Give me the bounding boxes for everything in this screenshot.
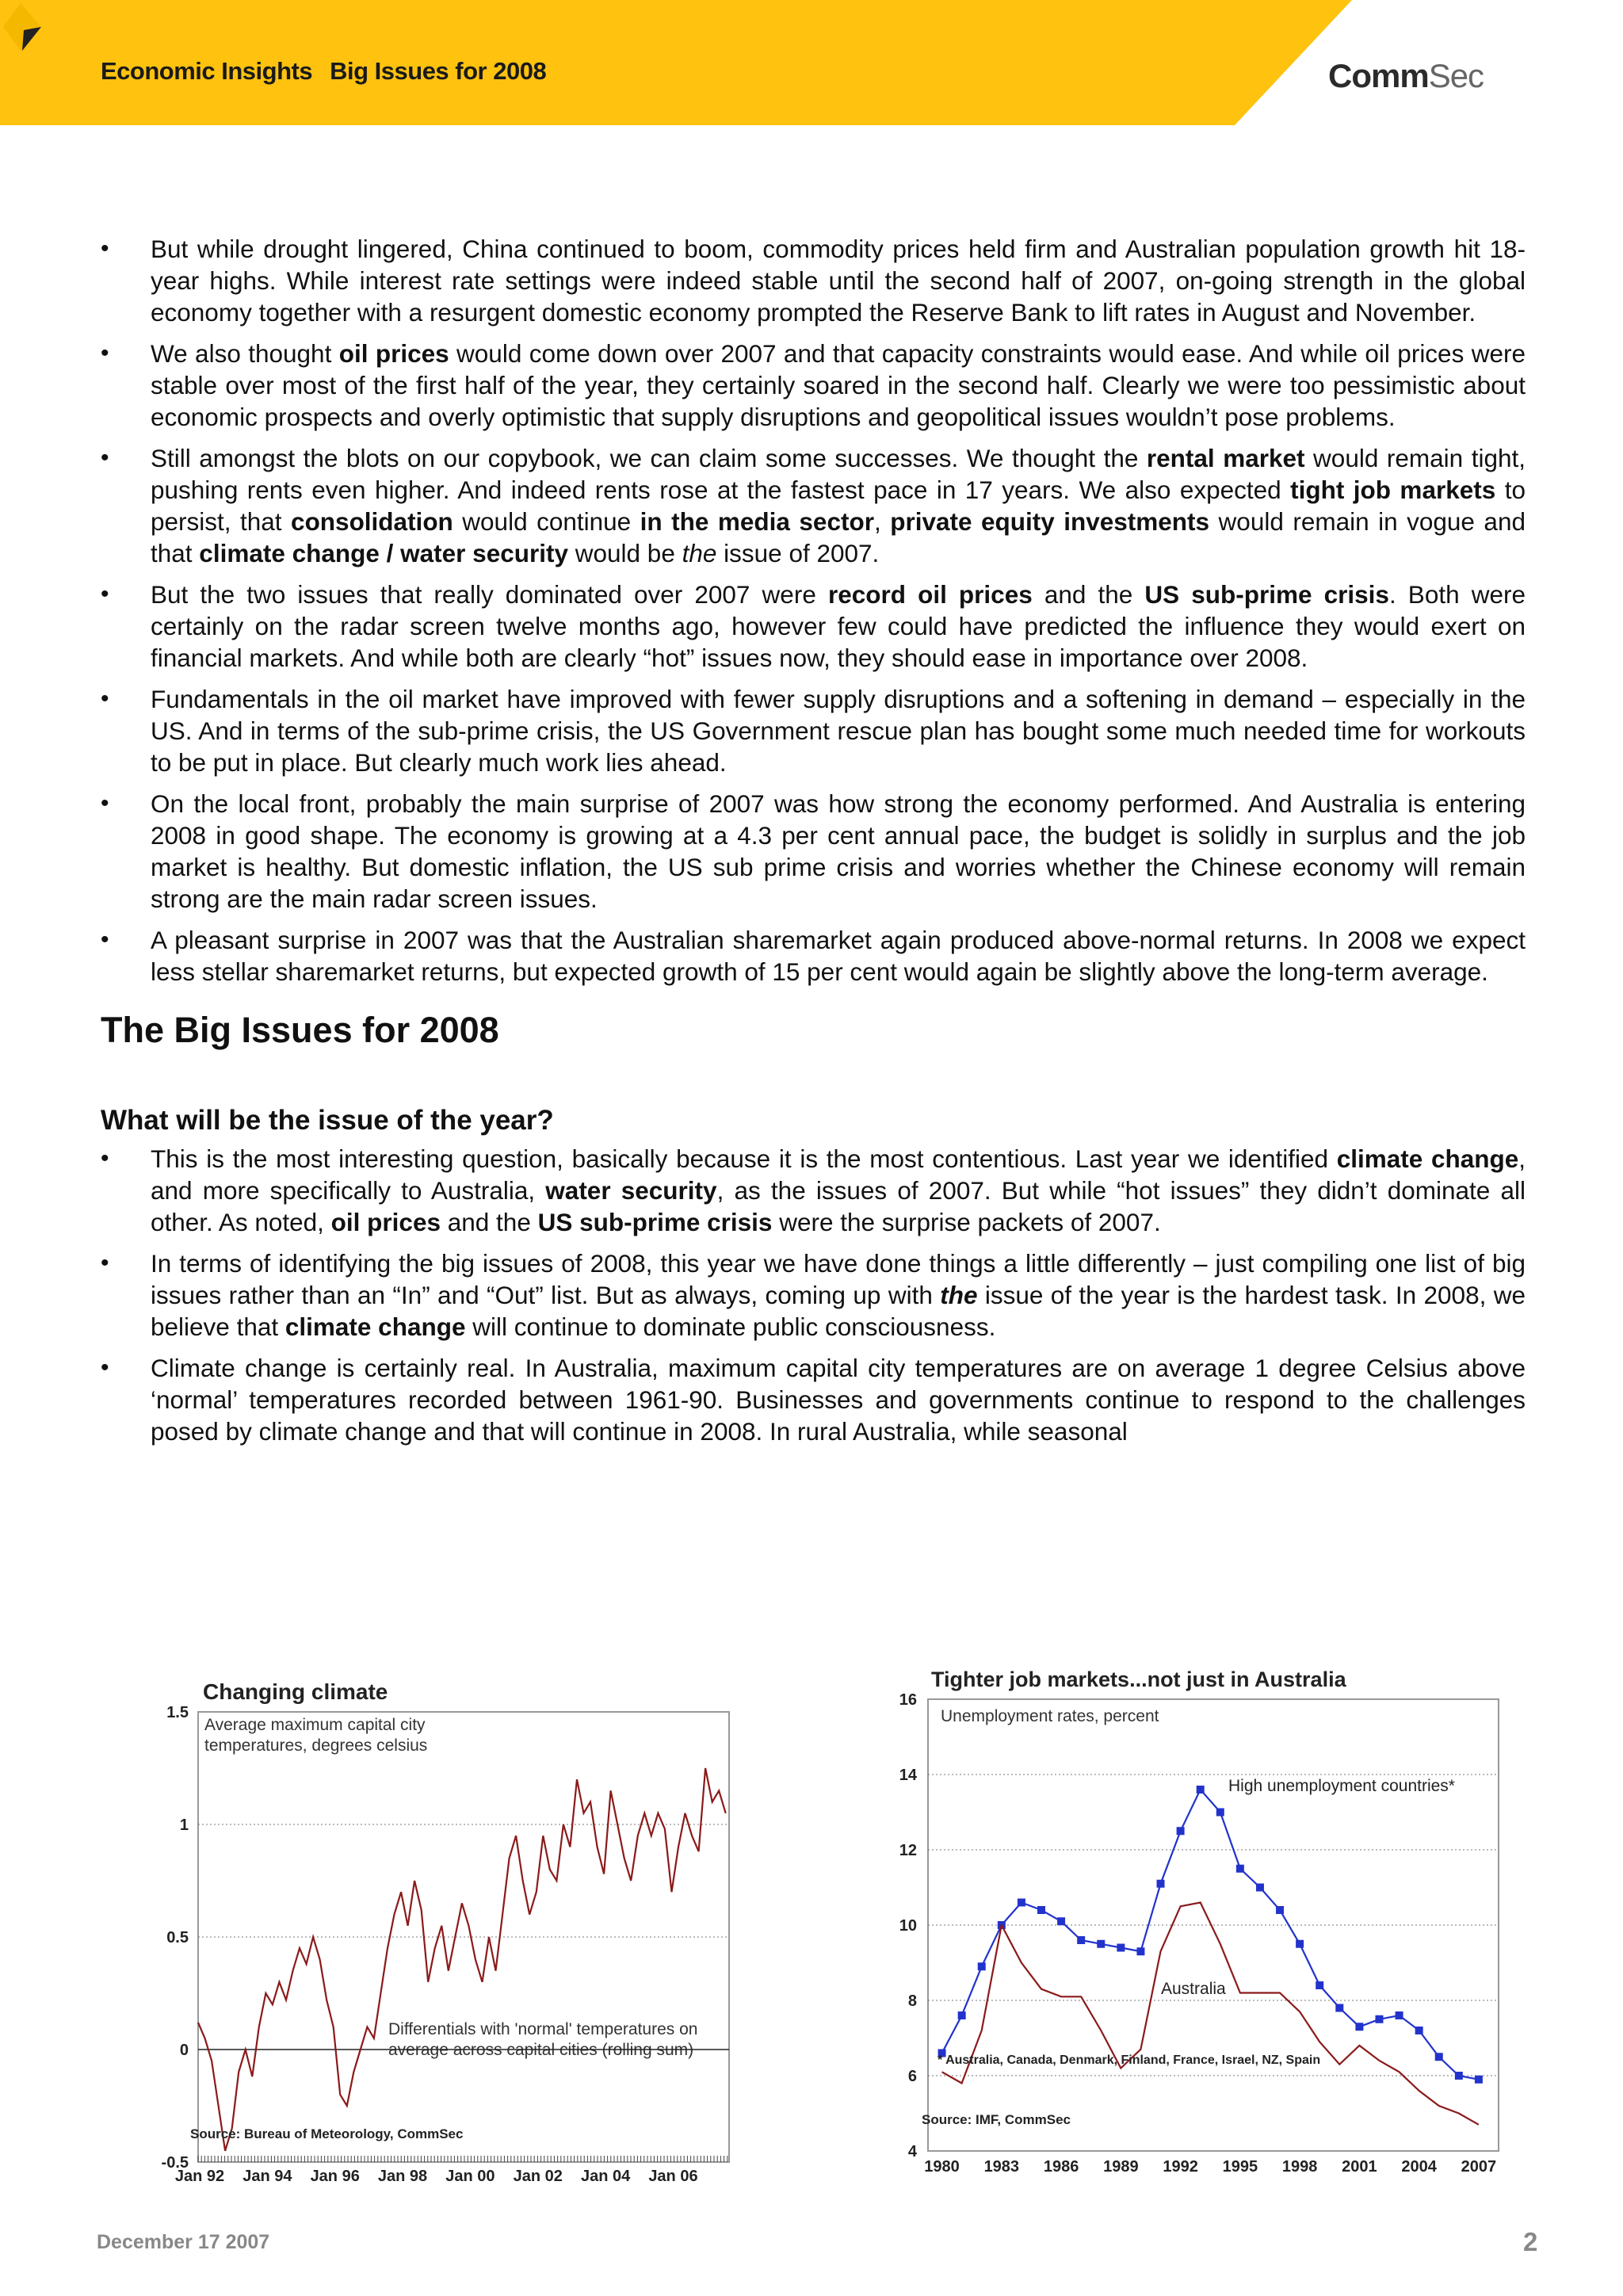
bullet-text: to persist, that xyxy=(151,476,1526,536)
chart1-ytick-label: 0.5 xyxy=(166,1929,189,1946)
bullet-text: On the local front, probably the main surprise of 2007 was how strong the economy performed. And Australia is entering 2008 in good shape. The economy is growing at a 4.3 per cent annual pace, the budget is solidly in surplus and the job market is healthy. But domestic inflation, the US sub prime crisis and worries whether the Chinese economy will remain strong are the main radar screen issues. xyxy=(151,789,1526,913)
bullet-text: would continue xyxy=(453,507,640,536)
chart2-data-point xyxy=(1256,1884,1264,1892)
bullet-text: would come down over 2007 and that capacity constraints would ease. And while oil prices were stable over most of the first half of the year, they certainly soared in the second half. Clearly we were too pessimistic about economic prospects and overly optimistic that supply disruptions and geopolitical issues wouldn’t pose problems. xyxy=(151,339,1526,431)
chart2-data-point xyxy=(1018,1899,1025,1907)
chart2-data-point xyxy=(1455,2072,1463,2080)
chart2-ytick-label: 10 xyxy=(899,1917,917,1935)
header-publication: Economic Insights xyxy=(101,57,313,85)
chart1-subtitle-box xyxy=(204,1715,474,1766)
bullet-emphasis: water security xyxy=(545,1176,717,1205)
chart2-data-point xyxy=(1435,2053,1443,2061)
issue-bullet-list xyxy=(101,1143,1526,1447)
bullet-text: issue of 2007. xyxy=(716,539,880,567)
header-report-title: Big Issues for 2008 xyxy=(330,57,547,85)
chart1-ytick-label: -0.5 xyxy=(161,2154,189,2172)
summary-bullet-list xyxy=(101,233,1526,988)
bullet-emphasis: private equity investments xyxy=(890,507,1210,536)
chart2-data-point xyxy=(1415,2027,1423,2034)
chart2-data-point xyxy=(1037,1906,1045,1914)
bullet-item xyxy=(101,683,1526,778)
chart2-high-unemployment-line xyxy=(942,1790,1479,2080)
chart2-xtick-label: 1983 xyxy=(983,2158,1020,2176)
bullet-text: would be xyxy=(568,539,682,567)
chart2-ytick-label: 8 xyxy=(907,1992,917,2010)
bullet-item xyxy=(101,442,1526,569)
bullet-item xyxy=(101,1352,1526,1447)
chart2-xtick-label: 2004 xyxy=(1401,2158,1437,2176)
bullet-emphasis: US sub-prime crisis xyxy=(537,1208,773,1236)
chart2-data-point xyxy=(1057,1917,1065,1925)
commsec-logo xyxy=(1328,57,1484,95)
chart2-data-point xyxy=(1236,1865,1244,1873)
bullet-emphasis: in the media sector xyxy=(640,507,874,536)
chart2-xtick-label: 2001 xyxy=(1342,2158,1377,2176)
chart2-data-point xyxy=(1396,2011,1403,2019)
chart2-ytick-label: 14 xyxy=(899,1767,917,1784)
bullet-text: Still amongst the blots on our copybook, we can claim some successes. We thought the xyxy=(151,444,1147,472)
chart1-ytick-label: 1 xyxy=(179,1817,189,1834)
diamond-logo-icon xyxy=(0,0,44,55)
bullet-text: and the xyxy=(1032,580,1145,609)
bullet-item xyxy=(101,788,1526,915)
bullet-emphasis: climate change / water security xyxy=(199,539,568,567)
chart2-data-point xyxy=(1335,2004,1343,2012)
page-number: 2 xyxy=(1523,2227,1538,2256)
chart2-xtick-label: 1995 xyxy=(1222,2158,1258,2176)
chart2-data-point xyxy=(958,2011,966,2019)
bullet-emphasis: climate change xyxy=(1336,1144,1519,1173)
bullet-emphasis: the xyxy=(940,1281,978,1309)
bullet-emphasis: the xyxy=(682,539,717,567)
chart2-footnote: * Australia, Canada, Denmark, Finland, France, Israel, NZ, Spain xyxy=(938,2053,1321,2067)
chart2-xtick-label: 2007 xyxy=(1461,2158,1497,2176)
chart2-subtitle: Unemployment rates, percent xyxy=(941,1707,1159,1725)
chart1-annotation: Differentials with 'normal' temperatures on average across capital cities (rolling sum) xyxy=(388,2020,698,2059)
chart2-legend-high: High unemployment countries* xyxy=(1228,1777,1455,1795)
chart2-legend-australia: Australia xyxy=(1161,1980,1226,1998)
chart2-data-point xyxy=(1097,1940,1105,1948)
bullet-emphasis: US sub-prime crisis xyxy=(1144,580,1389,609)
chart2-data-point xyxy=(1157,1880,1165,1888)
chart2-xtick-label: 1986 xyxy=(1043,2158,1079,2176)
job-markets-svg xyxy=(899,1661,1518,2176)
chart2-data-point xyxy=(1136,1947,1144,1955)
bullet-emphasis: record oil prices xyxy=(827,580,1033,609)
bullet-item xyxy=(101,233,1526,328)
bullet-emphasis: oil prices xyxy=(338,339,449,368)
chart2-data-point xyxy=(1375,2015,1383,2023)
chart2-source: Source: IMF, CommSec xyxy=(922,2112,1071,2127)
chart1-xtick-label: Jan 04 xyxy=(580,2168,631,2185)
changing-climate-chart xyxy=(151,1671,753,2185)
logo-text-bold: Comm xyxy=(1328,57,1429,94)
job-markets-chart xyxy=(899,1661,1518,2176)
chart2-data-point xyxy=(1475,2076,1483,2084)
bullet-text: , and more specifically to Australia, xyxy=(151,1144,1526,1205)
chart2-xtick-label: 1998 xyxy=(1281,2158,1318,2176)
chart1-title: Changing climate xyxy=(203,1679,388,1704)
bullet-item xyxy=(101,579,1526,674)
chart1-subtitle: Average maximum capital city temperatures, degrees celsius xyxy=(204,1716,428,1755)
chart2-data-point xyxy=(1316,1981,1323,1989)
chart1-xtick-label: Jan 94 xyxy=(242,2168,292,2185)
bullet-text: would remain tight, pushing rents even higher. And indeed rents rose at the fastest pace in 17 years. We also expected xyxy=(151,444,1526,504)
bullet-item xyxy=(101,1247,1526,1343)
bullet-text: will continue to dominate public consciousness. xyxy=(465,1312,996,1341)
chart1-annotation-box xyxy=(388,2019,721,2070)
chart1-xtick-label: Jan 96 xyxy=(310,2168,360,2185)
bullet-text: But the two issues that really dominated over 2007 were xyxy=(151,580,828,609)
chart2-title: Tighter job markets...not just in Australia xyxy=(931,1668,1346,1691)
chart1-xtick-label: Jan 00 xyxy=(445,2168,495,2185)
chart1-xtick-label: Jan 98 xyxy=(377,2168,428,2185)
bullet-emphasis: consolidation xyxy=(291,507,453,536)
chart2-ytick-label: 16 xyxy=(899,1691,917,1709)
chart2-data-point xyxy=(1296,1940,1304,1948)
bullet-item xyxy=(101,338,1526,433)
chart2-data-point xyxy=(1276,1906,1284,1914)
bullet-text: . Both were certainly on the radar screen twelve months ago, however few could have predicted the influence they would exert on financial markets. And while both are clearly “hot” issues now, they should ease in importance over 2008. xyxy=(151,580,1526,672)
bullet-text: would remain in vogue and that xyxy=(151,507,1526,567)
chart1-series-line xyxy=(198,1768,726,2151)
section-heading: The Big Issues for 2008 xyxy=(101,1010,499,1050)
footer-date: December 17 2007 xyxy=(97,2231,270,2253)
chart1-xtick-label: Jan 02 xyxy=(513,2168,563,2185)
bullet-text: This is the most interesting question, basically because it is the most contentious. Last year we identified xyxy=(151,1144,1337,1173)
bullet-text: In terms of identifying the big issues of 2008, this year we have done things a little differently – just compiling one list of big issues rather than an “In” and “Out” list. But as always, coming up with xyxy=(151,1249,1526,1309)
header-title xyxy=(101,57,546,86)
bullet-text: and the xyxy=(440,1208,538,1236)
bullet-text: , as the issues of 2007. But while “hot issues” they didn’t dominate all other. As noted, xyxy=(151,1176,1526,1236)
changing-climate-svg xyxy=(151,1671,753,2185)
bullet-text: But while drought lingered, China continued to boom, commodity prices held firm and Australian population growth hit 18-year highs. While interest rate settings were indeed stable until the second half of 2007, on-going strength in the global economy together with a resurgent domestic economy prompted the Reserve Bank to lift rates in August and November. xyxy=(151,235,1526,327)
chart1-source: Source: Bureau of Meteorology, CommSec xyxy=(190,2126,464,2141)
chart2-data-point xyxy=(1216,1809,1224,1817)
chart2-ytick-label: 4 xyxy=(907,2143,917,2160)
chart2-ytick-label: 6 xyxy=(907,2068,917,2085)
chart2-data-point xyxy=(1077,1936,1085,1944)
chart2-data-point xyxy=(978,1962,986,1970)
page-header xyxy=(0,0,1623,125)
chart1-ytick-label: 0 xyxy=(179,2042,189,2059)
bullet-emphasis: tight job markets xyxy=(1290,476,1496,504)
logo-text-light: Sec xyxy=(1428,57,1484,94)
chart1-ytick-label: 1.5 xyxy=(166,1704,189,1721)
chart2-data-point xyxy=(1117,1944,1125,1952)
bullet-text: A pleasant surprise in 2007 was that the Australian sharemarket again produced above-normal returns. In 2008 we expect less stellar sharemarket returns, but expected growth of 15 per cent would again be slightly above the long-term average. xyxy=(151,926,1526,986)
chart2-ytick-label: 12 xyxy=(899,1842,917,1859)
chart2-data-point xyxy=(1177,1827,1185,1835)
chart2-xtick-label: 1980 xyxy=(924,2158,960,2176)
bullet-text: issue of the year is the hardest task. In 2008, we believe that xyxy=(151,1281,1526,1341)
bullet-emphasis: rental market xyxy=(1146,444,1305,472)
main-content xyxy=(101,233,1526,1457)
chart1-xtick-label: Jan 06 xyxy=(648,2168,698,2185)
bullet-text: Fundamentals in the oil market have improved with fewer supply disruptions and a softening in demand – especially in the US. And in terms of the sub-prime crisis, the US Government rescue plan has bought some much needed time for workouts to be put in place. But clearly much work lies ahead. xyxy=(151,685,1526,777)
chart2-data-point xyxy=(1197,1786,1205,1794)
bullet-item xyxy=(101,924,1526,988)
bullet-text: Climate change is certainly real. In Australia, maximum capital city temperatures are on average 1 degree Celsius above ‘normal’ temperatures recorded between 1961-90. Businesses and governments continue to respond to the challenges posed by climate change and that will continue in 2008. In rural Australia, while seasonal xyxy=(151,1354,1526,1446)
bullet-emphasis: oil prices xyxy=(330,1208,441,1236)
bullet-emphasis: climate change xyxy=(285,1312,466,1341)
bullet-text: were the surprise packets of 2007. xyxy=(772,1208,1161,1236)
chart2-xtick-label: 1989 xyxy=(1103,2158,1139,2176)
subsection-heading: What will be the issue of the year? xyxy=(101,1105,554,1136)
chart1-xtick-label: Jan 92 xyxy=(174,2168,225,2185)
bullet-text: , xyxy=(873,507,891,536)
chart2-xtick-label: 1992 xyxy=(1163,2158,1198,2176)
bullet-item xyxy=(101,1143,1526,1238)
chart2-data-point xyxy=(1355,2023,1363,2030)
bullet-text: We also thought xyxy=(151,339,339,368)
